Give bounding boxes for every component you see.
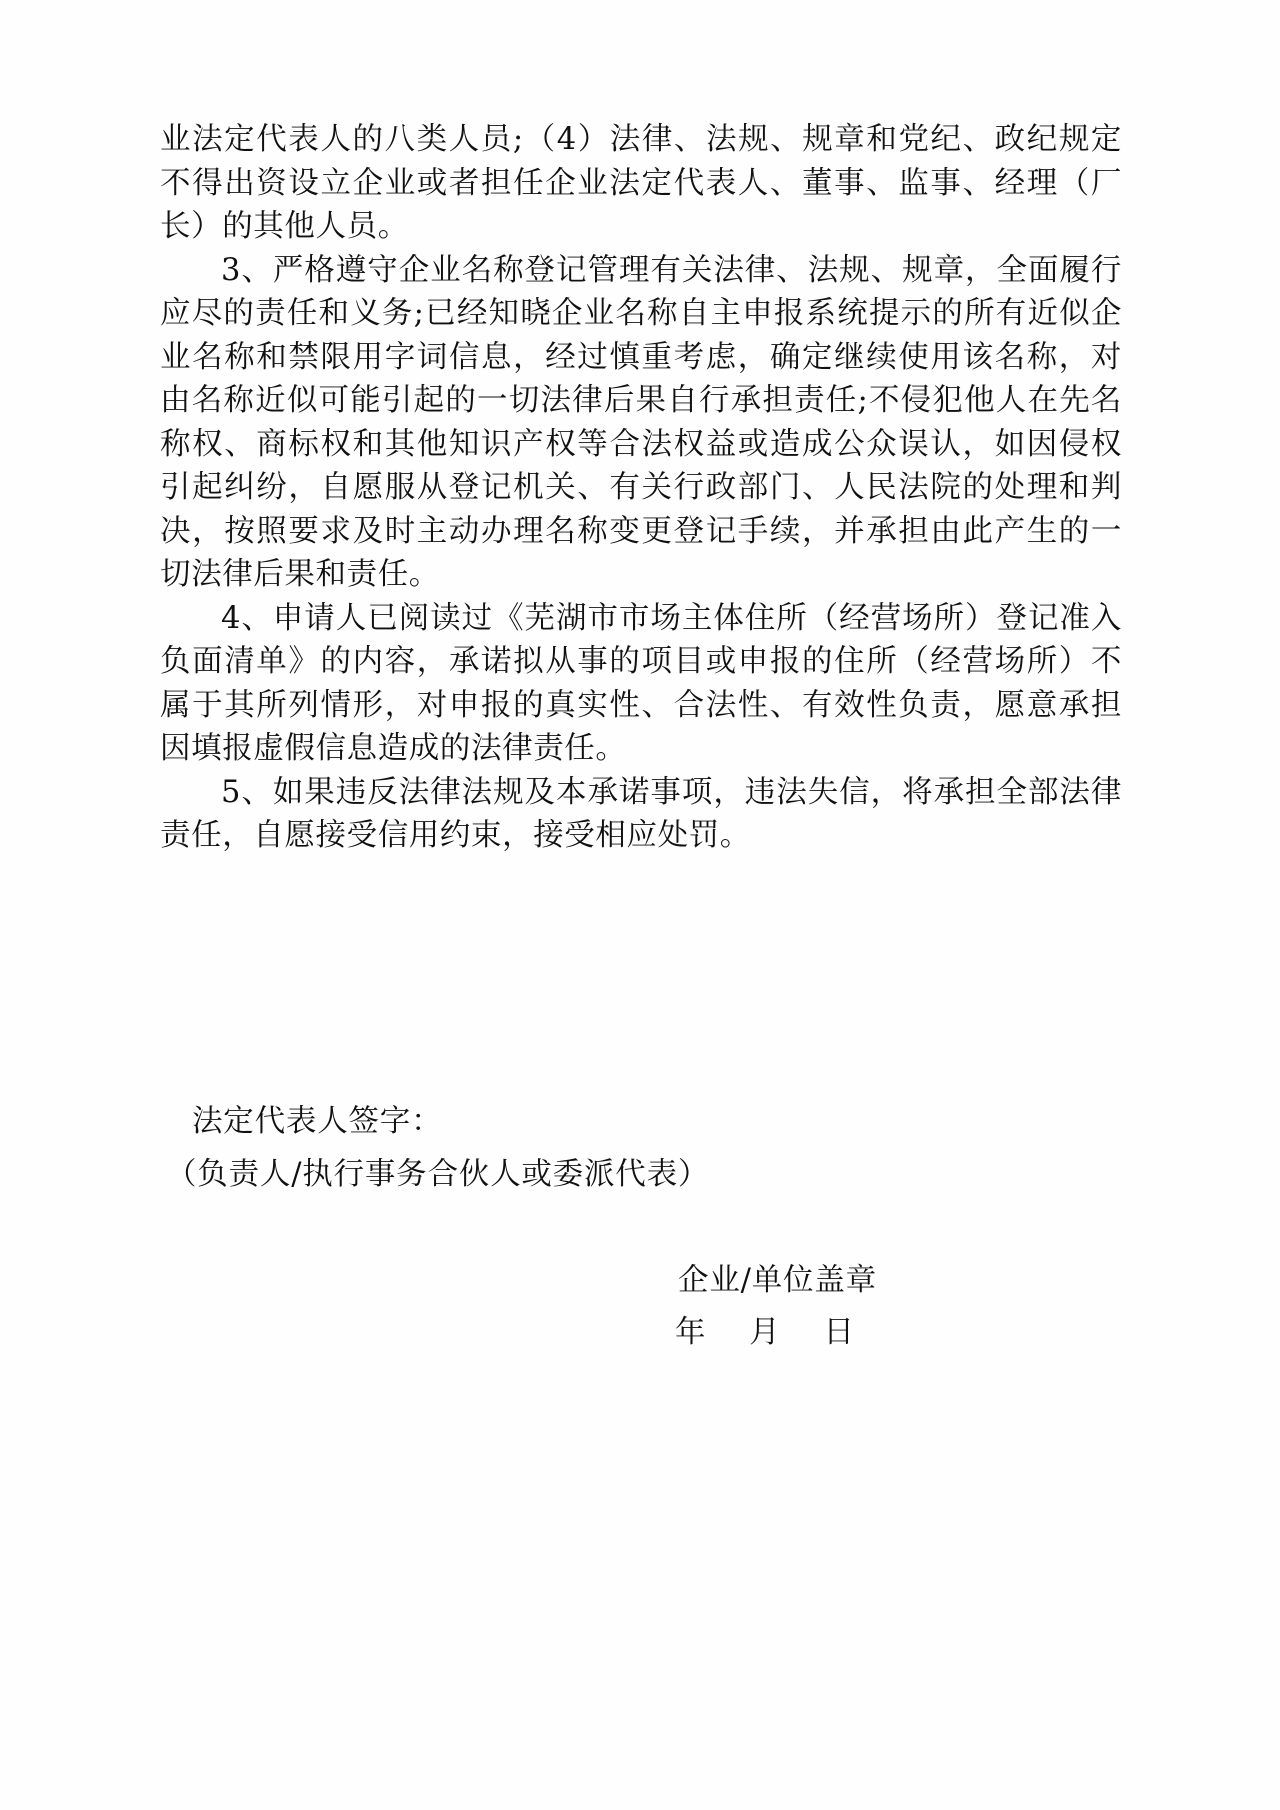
- stamp-label: 企业/单位盖章: [678, 1263, 877, 1298]
- document-body: [160, 118, 1122, 858]
- signature-sub-label: （负责人/执行事务合伙人或委派代表）: [166, 1157, 710, 1192]
- paragraph-continued: 业法定代表人的八类人员;（4）法律、法规、规章和党纪、政纪规定不得出资设立企业或者担任企业法定代表人、董事、监事、经理（厂长）的其他人员。: [160, 122, 1122, 244]
- paragraph-item-4: 4、申请人已阅读过《芜湖市市场主体住所（经营场所）登记准入负面清单》的内容，承诺拟从事的项目或申报的住所（经营场所）不属于其所列情形，对申报的真实性、合法性、有效性负责，愿意承担因填报虚假信息造成的法律责任。: [160, 600, 1122, 766]
- signature-label: 法定代表人签字：: [192, 1104, 443, 1139]
- paragraph-item-3: 3、严格遵守企业名称登记管理有关法律、法规、规章，全面履行应尽的责任和义务;已经知晓企业名称自主申报系统提示的所有近似企业名称和禁限用字词信息，经过慎重考虑，确定继续使用该名称，对由名称近似可能引起的一切法律后果自行承担责任;不侵犯他人在先名称权、商标权和其他知识产权等合法权益或造成公众误认，如因侵权引起纠纷，自愿服从登记机关、有关行政部门、人民法院的处理和判决，按照要求及时主动办理名称变更登记手续，并承担由此产生的一切法律后果和责任。: [160, 252, 1122, 592]
- stamp-block: [0, 1255, 1280, 1359]
- paragraph-item-5: 5、如果违反法律法规及本承诺事项，违法失信，将承担全部法律责任，自愿接受信用约束，接受相应处罚。: [160, 774, 1122, 853]
- stamp-date-line: 年 月 日: [674, 1315, 856, 1350]
- signature-block: [166, 1095, 892, 1201]
